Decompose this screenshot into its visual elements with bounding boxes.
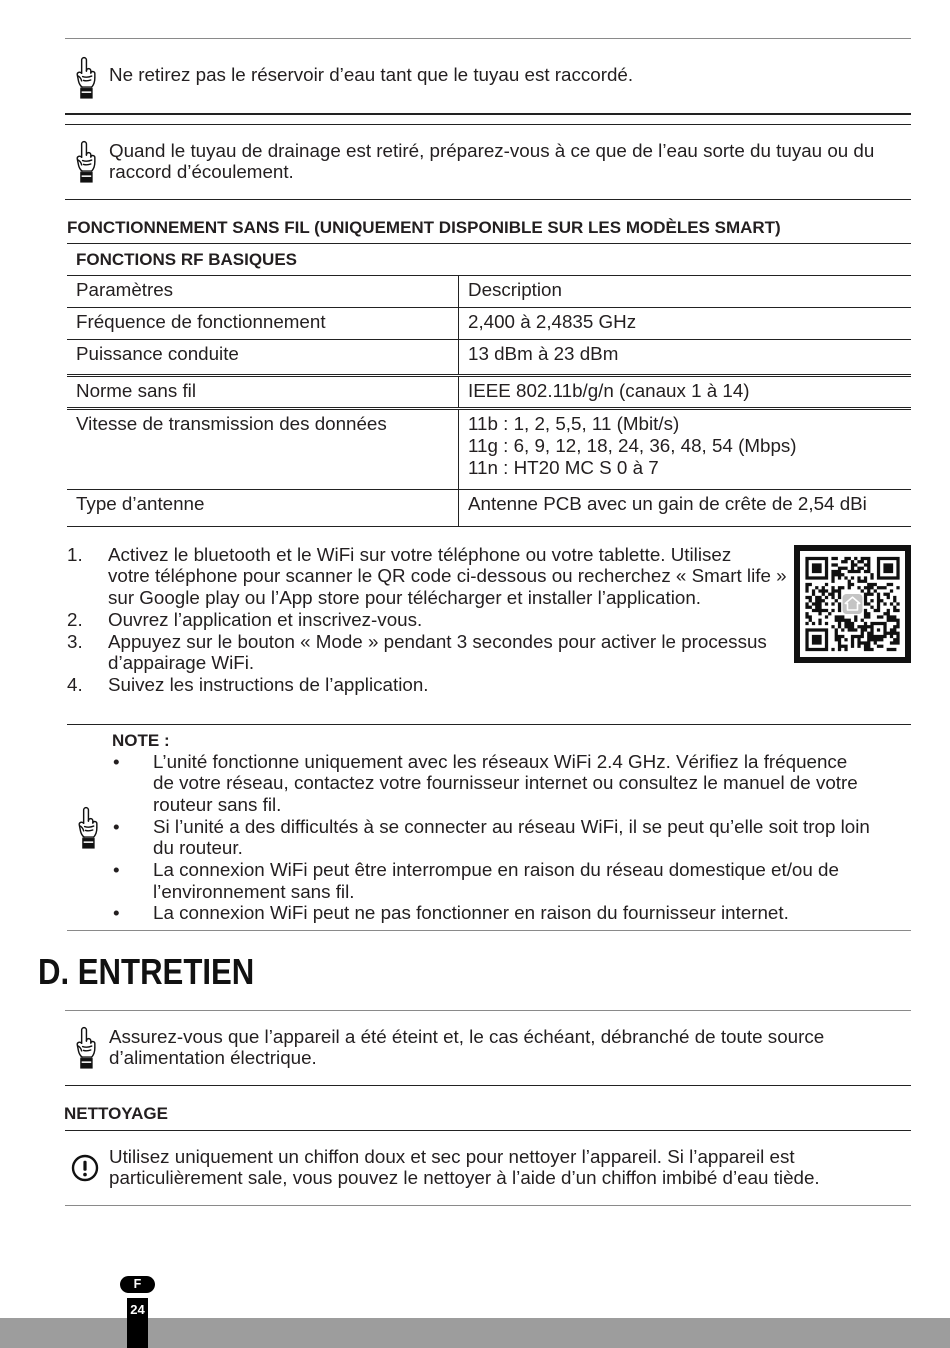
note-bullet-item [113, 902, 870, 924]
bullet-marker: • [113, 859, 120, 881]
step-item [67, 631, 787, 675]
table-cell-description: 11b : 1, 2, 5,5, 11 (Mbit/s) 11g : 6, 9, 12, 18, 24, 36, 48, 54 (Mbps) 11n : HT20 MC S 0 à 7 [468, 413, 797, 478]
section-rule [65, 124, 911, 125]
notice-text: Quand le tuyau de drainage est retiré, préparez-vous à ce que de l’eau sorte du tuyau ou du raccord d’écoulement. [109, 139, 875, 182]
note-bottom-rule [67, 930, 911, 931]
bullet-text: La connexion WiFi peut être interrompue en raison du réseau domestique et/ou de l’environnement sans fil. [153, 859, 839, 902]
page-number-tab [127, 1298, 148, 1348]
wireless-heading: FONCTIONNEMENT SANS FIL (UNIQUEMENT DISPONIBLE SUR LES MODÈLES SMART) [67, 218, 781, 237]
section-rule [65, 1085, 911, 1086]
step-item [67, 609, 787, 631]
note-bullet-item [113, 751, 870, 816]
section-rule [65, 199, 911, 200]
step-item [67, 674, 787, 696]
notice-text: Ne retirez pas le réservoir d’eau tant que le tuyau est raccordé. [109, 64, 634, 85]
rf-table-caption: FONCTIONS RF BASIQUES [76, 250, 298, 269]
qr-home-badge [843, 594, 863, 614]
step-number: 4. [67, 674, 83, 696]
step-text: Appuyez sur le bouton « Mode » pendant 3 secondes pour activer le processus d’appairage WiFi. [108, 630, 767, 674]
qr-code [794, 545, 911, 663]
language-badge: F [120, 1276, 155, 1293]
exclamation-circle-icon [71, 1154, 99, 1182]
step-number: 2. [67, 608, 83, 630]
rf-functions-table [67, 243, 911, 527]
bullet-marker: • [113, 750, 120, 772]
table-cell-parameter: Vitesse de transmission des données [67, 410, 459, 489]
step-number: 3. [67, 630, 83, 652]
column-header-description: Description [468, 279, 562, 300]
table-row [67, 490, 911, 527]
table-cell-parameter: Norme sans fil [67, 377, 459, 407]
bullet-text: La connexion WiFi peut ne pas fonctionner en raison du fournisseur internet. [153, 902, 789, 924]
column-header-parameters: Paramètres [67, 276, 459, 307]
maintenance-notice-text: Assurez-vous que l’appareil a été éteint et, le cas échéant, débranché de toute source d’alimentation électrique. [109, 1025, 825, 1069]
table-cell-parameter: Fréquence de fonctionnement [67, 308, 459, 339]
table-row [67, 377, 911, 410]
note-bullet-item [113, 816, 870, 859]
note-top-rule [67, 724, 911, 725]
step-text: Ouvrez l’application et inscrivez-vous. [108, 608, 423, 630]
table-cell-description: Antenne PCB avec un gain de crête de 2,54 dBi [468, 493, 867, 514]
section-rule [65, 113, 911, 115]
step-item [67, 544, 787, 609]
bullet-marker: • [113, 815, 120, 837]
pairing-steps [67, 544, 787, 697]
note-bullet-item [113, 859, 870, 902]
rf-table-header-row [67, 276, 911, 308]
step-text: Suivez les instructions de l’application. [108, 674, 429, 696]
bullet-text: Si l’unité a des difficultés à se connecter au réseau WiFi, il se peut qu’elle soit trop loin du routeur. [153, 815, 870, 859]
pointing-hand-icon [73, 140, 97, 184]
note-title: NOTE : [112, 731, 170, 750]
cleaning-heading: NETTOYAGE [64, 1104, 168, 1123]
section-title: D. ENTRETIEN [38, 951, 255, 992]
note-bullet-list [113, 751, 870, 925]
top-rule [65, 38, 911, 39]
table-row [67, 410, 911, 490]
table-cell-description: 2,400 à 2,4835 GHz [468, 311, 637, 332]
step-text: Activez le bluetooth et le WiFi sur votre téléphone ou votre tablette. Utilisez votre téléphone pour scanner le QR code ci-dessous ou recherchez « Smart life » sur Google play ou l’App store pour télécharger et installer l’application. [108, 543, 787, 609]
pointing-hand-icon [73, 1026, 97, 1070]
table-row [67, 340, 911, 377]
page-number: 24 [130, 1302, 145, 1317]
table-cell-parameter: Puissance conduite [67, 340, 459, 374]
pointing-hand-icon [75, 806, 99, 850]
rf-table-caption-row [67, 244, 911, 276]
table-cell-description: IEEE 802.11b/g/n (canaux 1 à 14) [468, 380, 750, 401]
pointing-hand-icon [73, 56, 97, 100]
table-cell-parameter: Type d’antenne [67, 490, 459, 526]
step-number: 1. [67, 543, 83, 565]
section-rule [65, 1205, 911, 1206]
cleaning-text: Utilisez uniquement un chiffon doux et sec pour nettoyer l’appareil. Si l’appareil est particulièrement sale, vous pouvez le nettoyer à l’aide d’un chiffon imbibé d’eau tiède. [109, 1145, 820, 1189]
bullet-marker: • [113, 902, 120, 924]
section-rule [65, 1010, 911, 1011]
section-rule [65, 1130, 911, 1131]
bullet-text: L’unité fonctionne uniquement avec les réseaux WiFi 2.4 GHz. Vérifiez la fréquence de votre réseau, contactez votre fournisseur internet ou consultez le manuel de votre routeur sans fil. [153, 750, 858, 815]
table-row [67, 308, 911, 340]
table-cell-description: 13 dBm à 23 dBm [468, 343, 619, 364]
